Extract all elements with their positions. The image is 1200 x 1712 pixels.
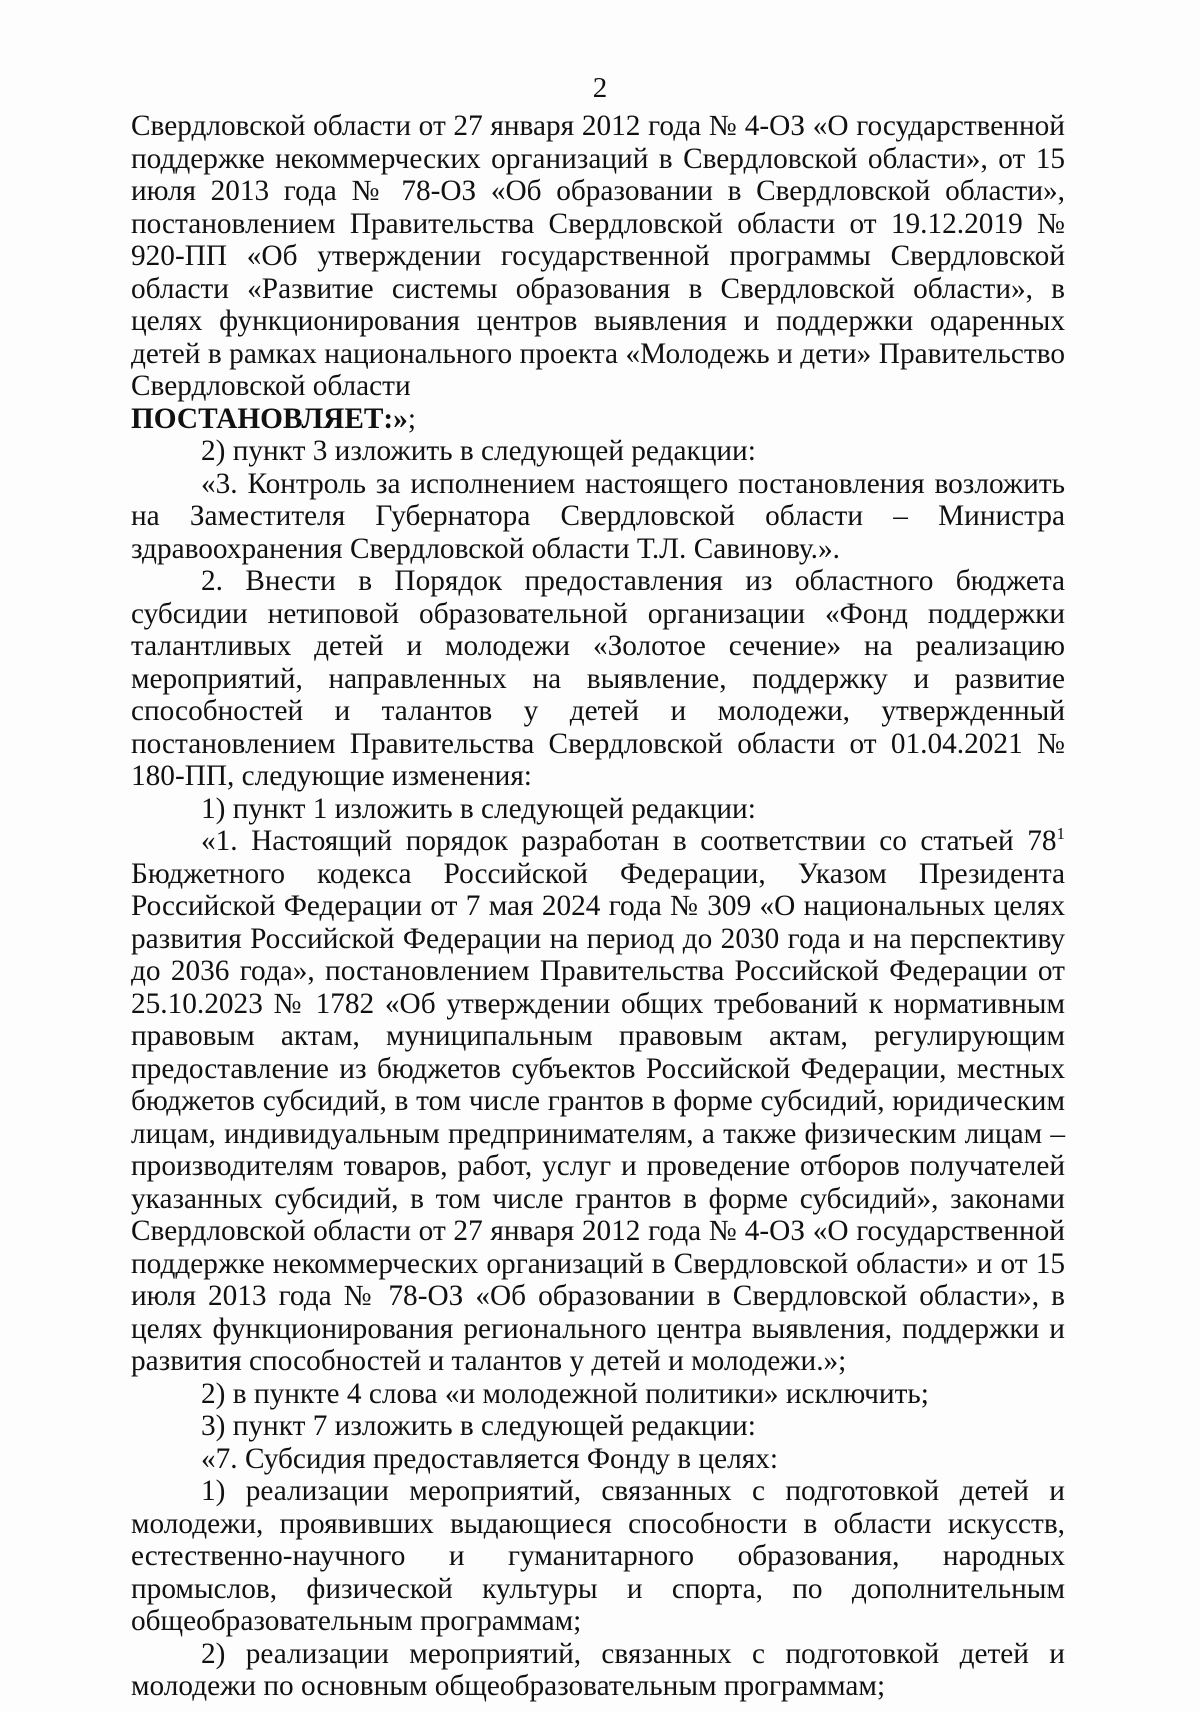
clause-1-rest: Бюджетного кодекса Российской Федерации, Указом Президента Российской Федерации от 7 мая 2024 года № 309 «О национальных целях развития Российской Федерации на период до 2030 года и на перспективу до 2036 года», постановлением Правительства Российской Федерации от 25.10.2023 № 1782 «Об утверждении общих требований к нормативным правовым актам, муниципальным правовым актам, регулирующим предоставление из бюджетов субъектов Российской Федерации, местных бюджетов субсидий, в том числе грантов в форме субсидий, юридическим лицам, индивидуальным предпринимателям, а также физическим лицам – производителям товаров, работ, услуг и проведение отборов получателей указанных субсидий, в том числе грантов в форме субсидий», законами Свердловской области от 27 января 2012 года № 4-ОЗ «О государственной поддержке некоммерческих организаций в Свердловской области» и от 15 июля 2013 года № 78-ОЗ «Об образовании в Свердловской области», в целях функционирования регионального центра выявления, поддержки и развития способностей и талантов у детей и молодежи.»; — [131, 857, 1065, 1377]
paragraph-item-2: 2) пункт 3 изложить в следующей редакции: — [201, 435, 756, 467]
paragraph-resolves — [131, 403, 1065, 436]
resolves-suffix: ; — [407, 402, 416, 435]
paragraph-item-1: 1) пункт 1 изложить в следующей редакции: — [201, 792, 756, 825]
paragraph-subitem-1: 1) реализации мероприятий, связанных с подготовкой детей и молодежи, проявивших выдающиеся способности в области искусств, естественно-научного и гуманитарного образования, народных промыслов, физической культуры и спорта, по дополнительным общеобразовательным программам; — [131, 1475, 1065, 1637]
paragraph-clause-1 — [131, 825, 1065, 1378]
paragraph-section-2: 2. Внести в Порядок предоставления из областного бюджета субсидии нетиповой образовательной организации «Фонд поддержки талантливых детей и молодежи «Золотое сечение» на реализацию мероприятий, направленных на выявление, поддержку и развитие способностей и талантов у детей и молодежи, утвержденный постановлением Правительства Свердловской области от 01.04.2021 № 180-ПП, следующие изменения: — [131, 565, 1065, 792]
paragraph-continuation: Свердловской области от 27 января 2012 года № 4-ОЗ «О государственной поддержке некоммерческих организаций в Свердловской области», от 15 июля 2013 года № 78-ОЗ «Об образовании в Свердловской области», постановлением Правительства Свердловской области от 19.12.2019 № 920-ПП «Об утверждении государственной программы Свердловской области «Развитие системы образования в Свердловской области», в целях функционирования центров выявления и поддержки одаренных детей в рамках национального проекта «Молодежь и дети» Правительство Свердловской области — [131, 110, 1065, 402]
page-number: 2 — [592, 72, 608, 104]
paragraph-clause-3: «3. Контроль за исполнением настоящего постановления возложить на Заместителя Губернатора Свердловской области – Министра здравоохранения Свердловской области Т.Л. Савинову.». — [131, 467, 1065, 565]
paragraph-item-3: 3) пункт 7 изложить в следующей редакции: — [201, 1410, 756, 1442]
resolves-heading: ПОСТАНОВЛЯЕТ:» — [131, 402, 408, 435]
paragraph-subitem-2: 2) реализации мероприятий, связанных с подготовкой детей и молодежи по основным общеобразовательным программам; — [131, 1637, 1065, 1702]
paragraph-item-2-point-4: 2) в пункте 4 слова «и молодежной политики» исключить; — [201, 1377, 929, 1410]
article-superscript: 1 — [1056, 824, 1065, 844]
document-body — [131, 110, 1065, 1703]
paragraph-clause-7: «7. Субсидия предоставляется Фонду в целях: — [201, 1442, 778, 1475]
clause-1-start: «1. Настоящий порядок разработан в соответствии со статьей 78 — [201, 825, 1057, 857]
